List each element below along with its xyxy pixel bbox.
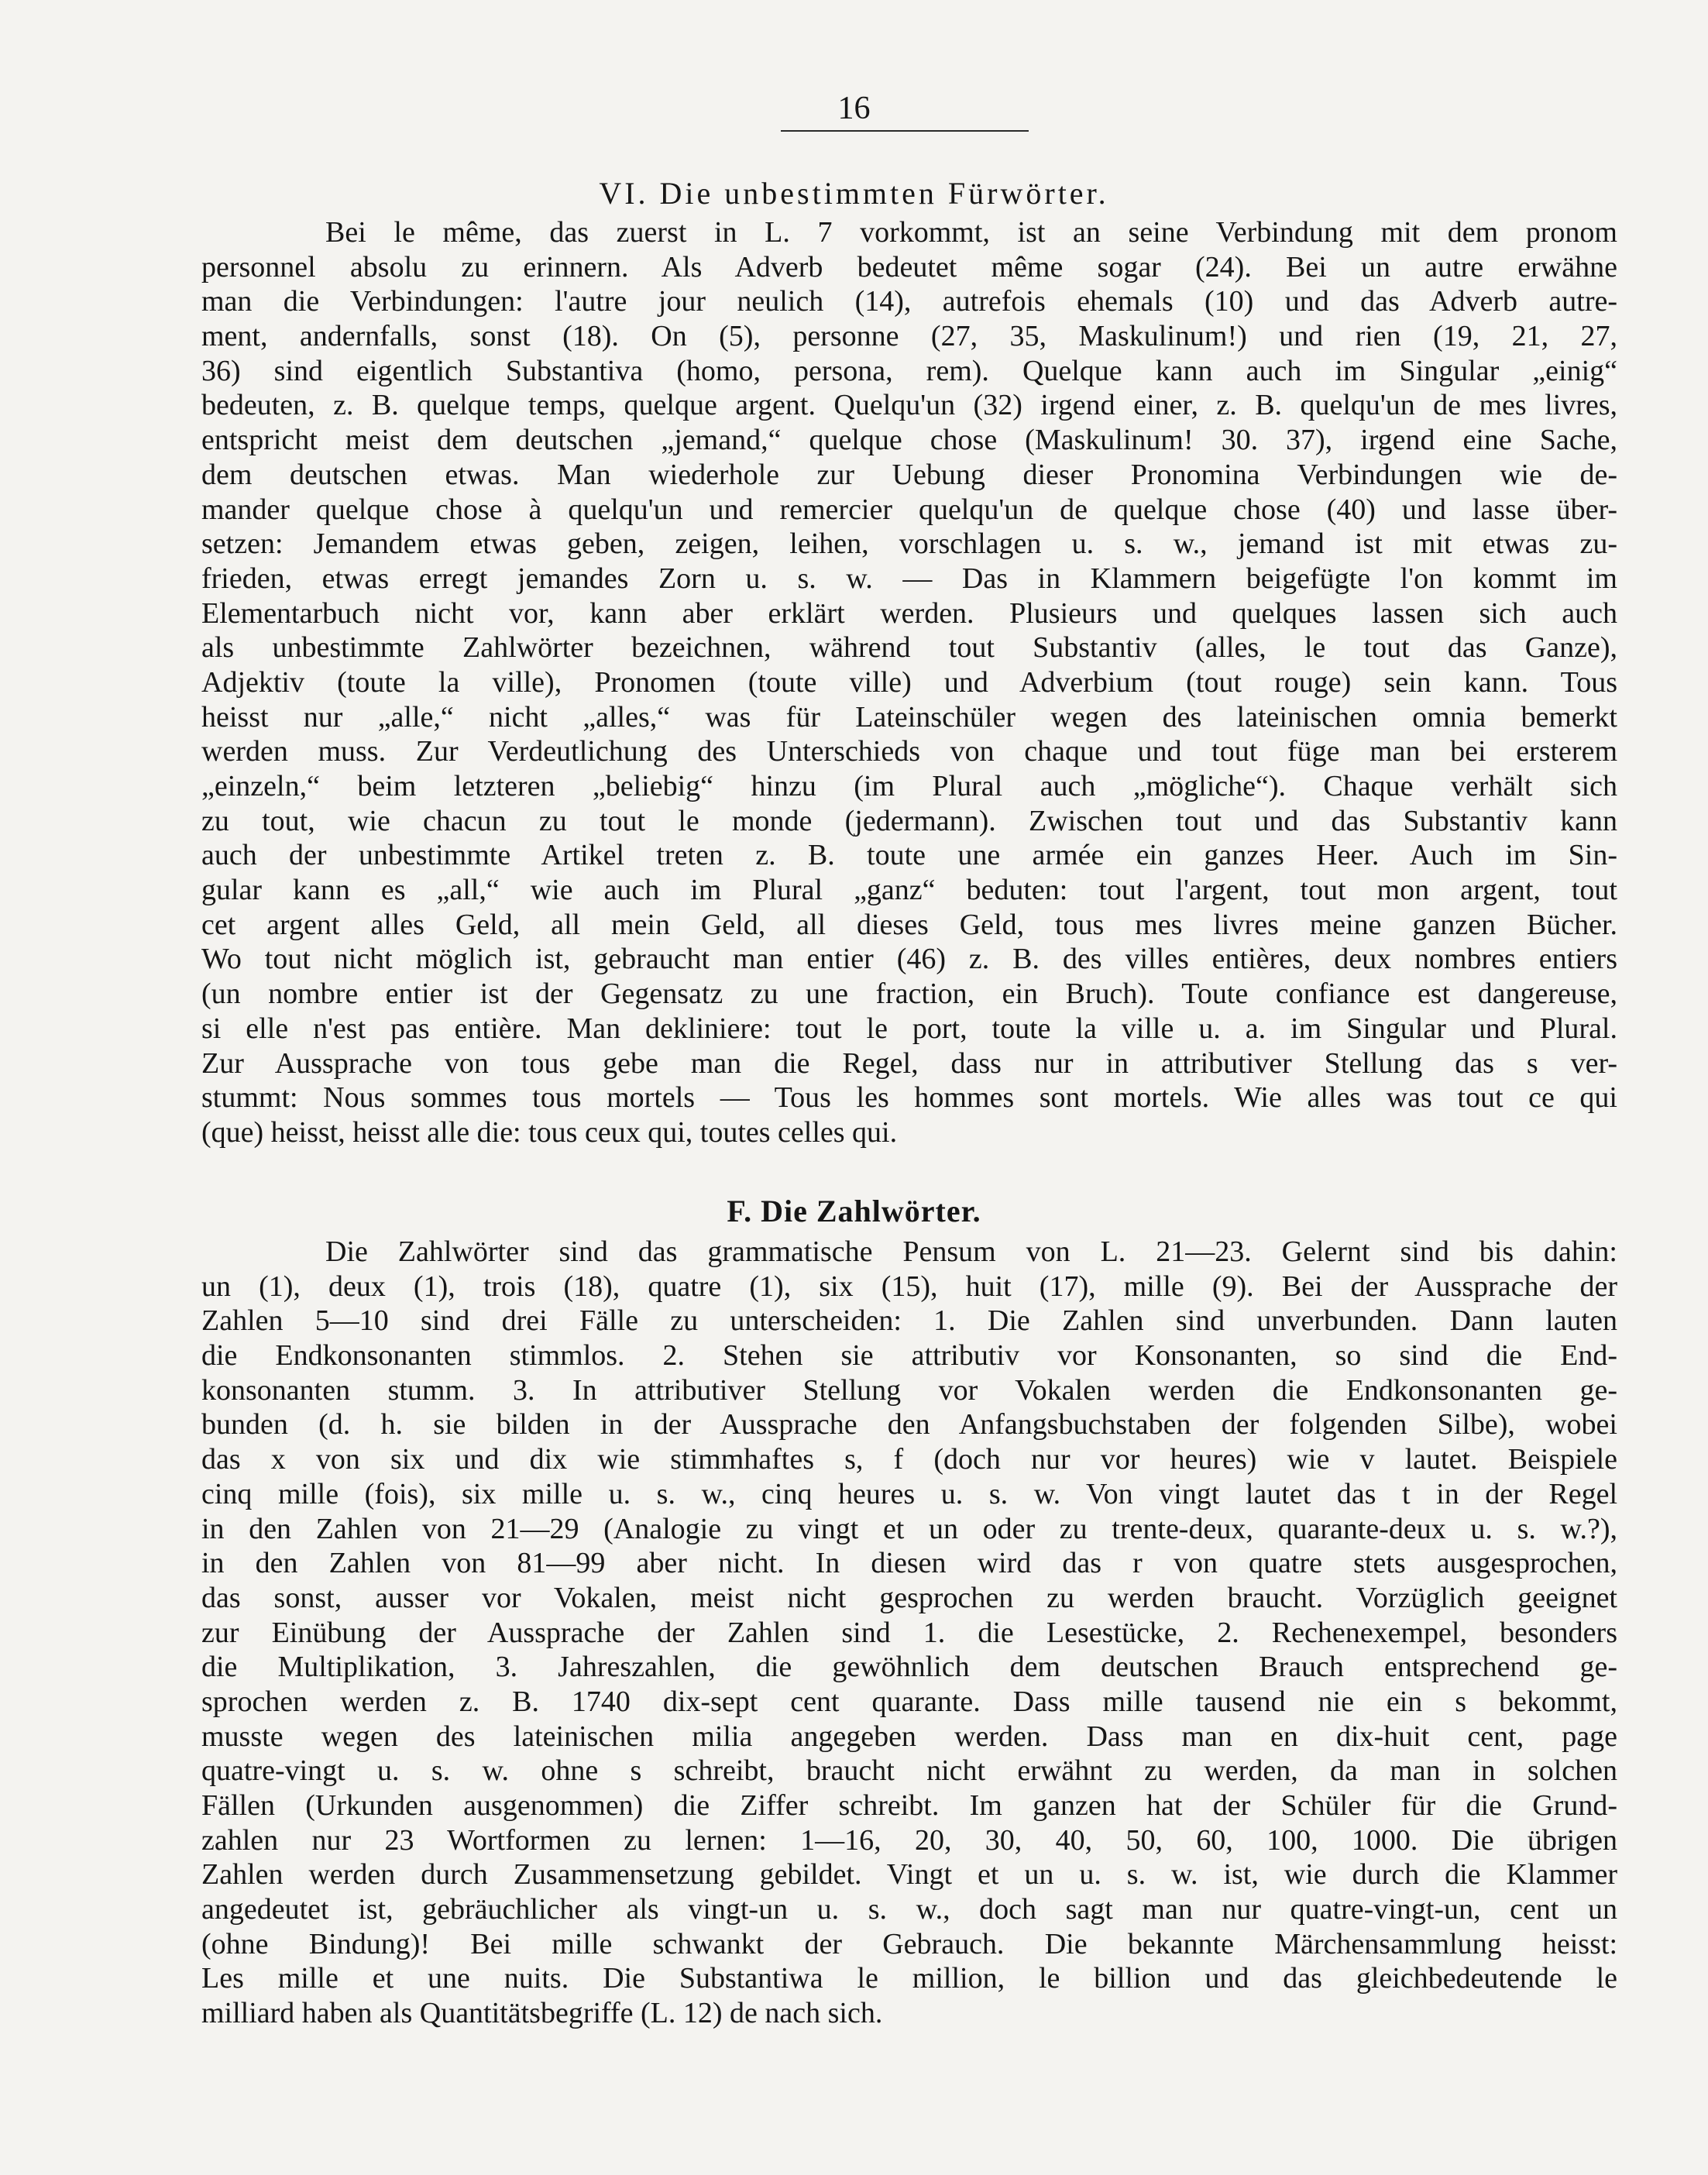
text-line: Bei le même, das zuerst in L. 7 vorkommt, ist an seine Verbindung mit dem pronom bbox=[325, 216, 1617, 249]
text-line: milliard haben als Quantitätsbegriffe (L. 12) de nach sich. bbox=[201, 1997, 883, 2030]
text-line: ment, andernfalls, sonst (18). On (5), personne (27, 35, Maskulinum!) und rien (19, 21, 27, bbox=[201, 320, 1617, 353]
text-line: das x von six und dix wie stimmhaftes s, f (doch nur vor heures) wie v lautet. Beispiele bbox=[201, 1443, 1617, 1476]
text-line: Les mille et une nuits. Die Substantiwa le million, le billion und das gleichbedeutende le bbox=[201, 1962, 1617, 1995]
text-line: Fällen (Urkunden ausgenommen) die Ziffer schreibt. Im ganzen hat der Schüler für die Grund- bbox=[201, 1789, 1617, 1822]
text-line: un (1), deux (1), trois (18), quatre (1), six (15), huit (17), mille (9). Bei der Aussprache der bbox=[201, 1270, 1617, 1303]
text-line: die Endkonsonanten stimmlos. 2. Stehen sie attributiv vor Konsonanten, so sind die End- bbox=[201, 1339, 1617, 1373]
text-line: in den Zahlen von 21—29 (Analogie zu vingt et un oder zu trente-deux, quarante-deux u. s. w.?), bbox=[201, 1512, 1617, 1545]
paragraph-numerals bbox=[201, 1235, 1617, 2031]
text-line: in den Zahlen von 81—99 aber nicht. In diesen wird das r von quatre stets ausgesprochen, bbox=[201, 1547, 1617, 1580]
text-line: auch der unbestimmte Artikel treten z. B. toute une armée ein ganzes Heer. Auch im Sin- bbox=[201, 839, 1617, 872]
text-line: Zur Aussprache von tous gebe man die Regel, dass nur in attributiver Stellung das s ver- bbox=[201, 1046, 1617, 1080]
text-line: setzen: Jemandem etwas geben, zeigen, leihen, vorschlagen u. s. w., jemand ist mit etwas zu- bbox=[201, 527, 1617, 561]
text-line: Die Zahlwörter sind das grammatische Pensum von L. 21—23. Gelernt sind bis dahin: bbox=[325, 1235, 1617, 1268]
text-line: cet argent alles Geld, all mein Geld, all dieses Geld, tous mes livres meine ganzen Bücher. bbox=[201, 908, 1617, 941]
text-line: zahlen nur 23 Wortformen zu lernen: 1—16, 20, 30, 40, 50, 60, 100, 1000. Die übrigen bbox=[201, 1823, 1617, 1857]
text-line: personnel absolu zu erinnern. Als Adverb bedeutet même sogar (24). Bei un autre erwähne bbox=[201, 250, 1617, 283]
text-line: musste wegen des lateinischen milia angegeben werden. Dass man en dix-huit cent, page bbox=[201, 1720, 1617, 1753]
section-heading-indefinite-pronouns: VI. Die unbestimmten Fürwörter. bbox=[599, 176, 1109, 211]
text-line: zur Einübung der Aussprache der Zahlen sind 1. die Lesestücke, 2. Rechenexempel, besonders bbox=[201, 1616, 1617, 1649]
text-line: angedeutet ist, gebräuchlicher als vingt-un u. s. w., doch sagt man nur quatre-vingt-un, cent un bbox=[201, 1893, 1617, 1926]
text-line: Zahlen 5—10 sind drei Fälle zu unterscheiden: 1. Die Zahlen sind unverbunden. Dann lauten bbox=[201, 1304, 1617, 1338]
text-line: als unbestimmte Zahlwörter bezeichnen, während tout Substantiv (alles, le tout das Ganze), bbox=[201, 631, 1617, 665]
text-line: Elementarbuch nicht vor, kann aber erklärt werden. Plusieurs und quelques lassen sich auch bbox=[201, 596, 1617, 630]
text-line: Zahlen werden durch Zusammensetzung gebildet. Vingt et un u. s. w. ist, wie durch die Klammer bbox=[201, 1858, 1617, 1892]
text-line: si elle n'est pas entière. Man dekliniere: tout le port, toute la ville u. a. im Singular und Plural. bbox=[201, 1012, 1617, 1045]
text-line: „einzeln,“ beim letzteren „beliebig“ hinzu (im Plural auch „mögliche“). Chaque verhält sich bbox=[201, 770, 1617, 802]
paragraph-indefinite-pronouns bbox=[201, 215, 1617, 1150]
text-line: konsonanten stumm. 3. In attributiver Stellung vor Vokalen werden die Endkonsonanten ge- bbox=[201, 1373, 1617, 1407]
text-line: mander quelque chose à quelqu'un und remercier quelqu'un de quelque chose (40) und lasse über- bbox=[201, 493, 1617, 526]
text-line: Wo tout nicht möglich ist, gebraucht man entier (46) z. B. des villes entières, deux nombres entiers bbox=[201, 943, 1617, 976]
text-line: dem deutschen etwas. Man wiederhole zur Uebung dieser Pronomina Verbindungen wie de- bbox=[201, 458, 1617, 491]
text-line: 36) sind eigentlich Substantiva (homo, persona, rem). Quelque kann auch im Singular „einig“ bbox=[201, 354, 1617, 387]
text-line: sprochen werden z. B. 1740 dix-sept cent quarante. Dass mille tausend nie ein s bekommt, bbox=[201, 1685, 1617, 1718]
text-line: werden muss. Zur Verdeutlichung des Unterschieds von chaque und tout füge man bei ersterem bbox=[201, 735, 1617, 768]
text-line: gular kann es „all,“ wie auch im Plural „ganz“ beduten: tout l'argent, tout mon argent, tout bbox=[201, 874, 1617, 907]
text-line: man die Verbindungen: l'autre jour neulich (14), autrefois ehemals (10) und das Adverb autre- bbox=[201, 285, 1617, 318]
text-line: heisst nur „alle,“ nicht „alles,“ was für Lateinschüler wegen des lateinischen omnia bemerkt bbox=[201, 700, 1617, 734]
text-line: quatre-vingt u. s. w. ohne s schreibt, braucht nicht erwähnt zu werden, da man in solchen bbox=[201, 1754, 1617, 1788]
text-line: (ohne Bindung)! Bei mille schwankt der Gebrauch. Die bekannte Märchensammlung heisst: bbox=[201, 1927, 1617, 1960]
text-line: zu tout, wie chacun zu tout le monde (jedermann). Zwischen tout und das Substantiv kann bbox=[201, 804, 1617, 837]
text-line: Adjektiv (toute la ville), Pronomen (toute ville) und Adverbium (tout rouge) sein kann. Tous bbox=[201, 665, 1617, 699]
text-line: entspricht meist dem deutschen „jemand,“ quelque chose (Maskulinum! 30. 37), irgend eine Sache, bbox=[201, 424, 1617, 457]
page-number: 16 bbox=[837, 91, 871, 126]
text-line: stummt: Nous sommes tous mortels — Tous les hommes sont mortels. Wie alles was tout ce qui bbox=[201, 1081, 1617, 1115]
text-line: cinq mille (fois), six mille u. s. w., cinq heures u. s. w. Von vingt lautet das t in der Regel bbox=[201, 1477, 1617, 1510]
text-line: bunden (d. h. sie bilden in der Aussprache den Anfangsbuchstaben der folgenden Silbe), wobei bbox=[201, 1408, 1617, 1441]
section-heading-numerals: F. Die Zahlwörter. bbox=[727, 1194, 981, 1228]
text-line: (un nombre entier ist der Gegensatz zu une fraction, ein Bruch). Toute confiance est dangereuse, bbox=[201, 978, 1617, 1011]
text-line: das sonst, ausser vor Vokalen, meist nicht gesprochen zu werden braucht. Vorzüglich geeignet bbox=[201, 1581, 1617, 1614]
text-line: die Multiplikation, 3. Jahreszahlen, die gewöhnlich dem deutschen Brauch entsprechend ge- bbox=[201, 1651, 1617, 1684]
text-line: bedeuten, z. B. quelque temps, quelque argent. Quelqu'un (32) irgend einer, z. B. quelqu'un de mes livres, bbox=[201, 389, 1617, 422]
header-rule bbox=[781, 130, 1029, 132]
text-line: frieden, etwas erregt jemandes Zorn u. s. w. — Das in Klammern beigefügte l'on kommt im bbox=[201, 562, 1617, 595]
text-line: (que) heisst, heisst alle die: tous ceux qui, toutes celles qui. bbox=[201, 1115, 898, 1149]
